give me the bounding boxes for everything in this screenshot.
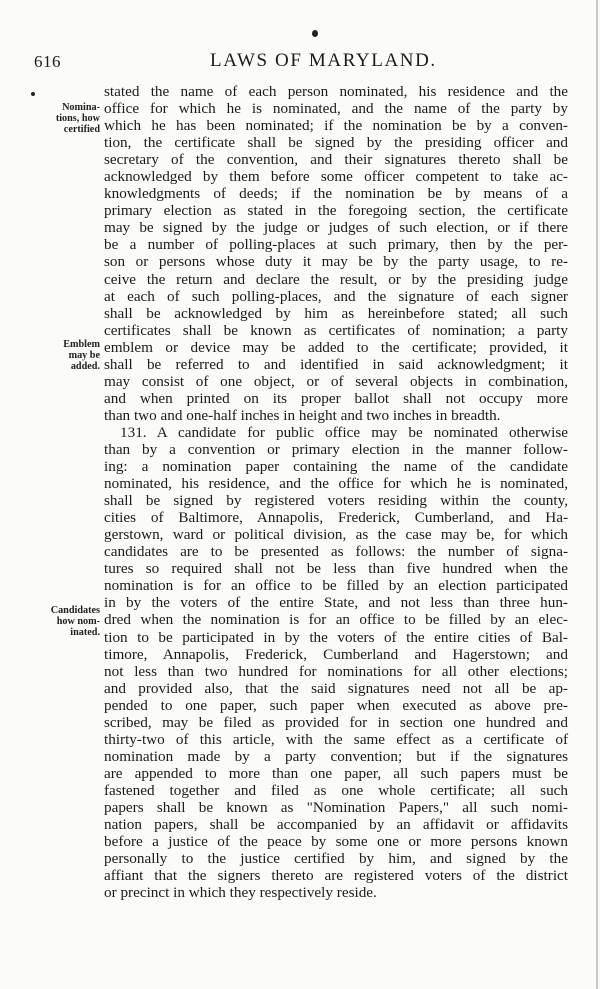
- text-line: fastened together and filed as one whole certificate; all such: [104, 781, 568, 799]
- text-line: nation papers, shall be accompanied by an affidavit or affidavits: [104, 816, 568, 834]
- text-line: emblem or device may be added to the certificate; provided, it: [104, 338, 568, 356]
- text-line: at each of such polling-places, and the signature of each signer: [104, 287, 568, 305]
- text-line: be a number of polling-places at such primary, then by the per-: [104, 236, 568, 254]
- text-line: thirty-two of this article, with the same effect as a certificate of: [104, 730, 568, 748]
- text-line: affiant that the signers thereto are registered voters of the district: [104, 867, 568, 885]
- margin-note-line: added.: [70, 361, 100, 372]
- text-line: knowledgments of deeds; if the nomination be by means of a: [104, 185, 568, 203]
- text-line: tures so required shall not be less than five hundred when the: [104, 560, 568, 578]
- text-line: ing: a nomination paper containing the name of the candidate: [104, 458, 568, 476]
- margin-note-line: Candidates: [50, 605, 100, 616]
- page-number: 616: [34, 52, 61, 71]
- text-line: than by a convention or primary election in the manner follow-: [104, 440, 568, 458]
- text-line: candidates are to be presented as follows: the number of signa-: [104, 543, 568, 561]
- margin-note-line: certified: [63, 124, 100, 135]
- text-line: or precinct in which they respectively reside.: [104, 884, 377, 902]
- running-head: LAWS OF MARYLAND.: [210, 50, 437, 71]
- text-line: certificates shall be known as certificates of nomination; a party: [104, 321, 568, 339]
- text-line: stated the name of each person nominated, his residence and the: [104, 83, 568, 100]
- section-131-start: 131. A candidate for public office may be nominated otherwise: [120, 423, 568, 441]
- page-header: [0, 46, 600, 72]
- margin-note-line: may be: [68, 350, 100, 361]
- margin-note-candidates-nominated: [28, 605, 100, 638]
- margin-note-line: Emblem: [63, 339, 100, 350]
- body-text: [104, 83, 568, 901]
- text-line: tion to be participated in by the voters of the entire cities of Bal-: [104, 628, 568, 646]
- text-line: dred when the nomination is for an office to be filled by an elec-: [104, 611, 568, 629]
- text-line: papers shall be known as "Nomination Papers," all such nomi-: [104, 798, 568, 816]
- text-line: shall be signed by registered voters residing within the county,: [104, 492, 568, 510]
- text-line: shall be acknowledged by him as hereinbefore stated; all such: [104, 304, 568, 322]
- text-line: cities of Baltimore, Annapolis, Frederick, Cumberland, and Ha-: [104, 509, 568, 527]
- page-edge: [596, 0, 598, 989]
- text-line: ceive the return and declare the result, or by the presiding judge: [104, 270, 568, 288]
- text-line: nominated, his residence, and the office for which he is nominated,: [104, 475, 568, 493]
- text-line: timore, Annapolis, Frederick, Cumberland and Hagerstown; and: [104, 645, 568, 663]
- ink-mark: [312, 30, 318, 37]
- margin-note-nominations-certified: [28, 102, 100, 135]
- text-line: primary election as stated in the foregoing section, the certificate: [104, 202, 568, 220]
- margin-note-line: Nomina-: [62, 102, 100, 113]
- text-line: and provided also, that the said signatures need not all be ap-: [104, 679, 568, 697]
- text-line: personally to the justice certified by him, and signed by the: [104, 850, 568, 868]
- text-line: may be signed by the judge or judges of such election, or if there: [104, 219, 568, 237]
- margin-note-line: tions, how: [55, 113, 100, 124]
- text-line: nomination made by a party convention; but if the signatures: [104, 747, 568, 765]
- text-line: son or persons whose duty it may be by the party usage, to re-: [104, 253, 568, 271]
- margin-note-emblem: [28, 339, 100, 372]
- text-line: gerstown, ward or political division, as the case may be, for which: [104, 526, 568, 544]
- text-line: tion, the certificate shall be signed by the presiding officer and: [104, 134, 568, 152]
- text-line: acknowledged by them before some officer competent to take ac-: [104, 168, 568, 186]
- text-line: secretary of the convention, and their signatures thereto shall be: [104, 151, 568, 169]
- text-line: and when printed on its proper ballot shall not occupy more: [104, 389, 568, 407]
- text-line: are appended to more than one paper, all such papers must be: [104, 764, 568, 782]
- text-line: pended to one paper, such paper when executed as above pre-: [104, 696, 568, 714]
- ink-mark: [31, 92, 35, 96]
- text-line: may consist of one object, or of several objects in combination,: [104, 372, 568, 390]
- margin-note-line: inated.: [70, 627, 100, 638]
- text-line: not less than two hundred for nominations for all other elections;: [104, 662, 568, 680]
- text-line: in by the voters of the entire State, and not less than three hun-: [104, 594, 568, 612]
- text-line: which he has been nominated; if the nomination be by a conven-: [104, 117, 568, 135]
- text-line: nomination is for an office to be filled by an election participated: [104, 577, 568, 595]
- margin-note-line: how nom-: [56, 616, 100, 627]
- text-line: than two and one-half inches in height and two inches in breadth.: [104, 406, 501, 424]
- text-line: shall be referred to and identified in said acknowledgment; it: [104, 355, 568, 373]
- text-line: scribed, may be filed as provided for in section one hundred and: [104, 713, 568, 731]
- text-line: before a justice of the peace by some one or more persons known: [104, 833, 568, 851]
- text-line: office for which he is nominated, and the name of the party by: [104, 100, 568, 118]
